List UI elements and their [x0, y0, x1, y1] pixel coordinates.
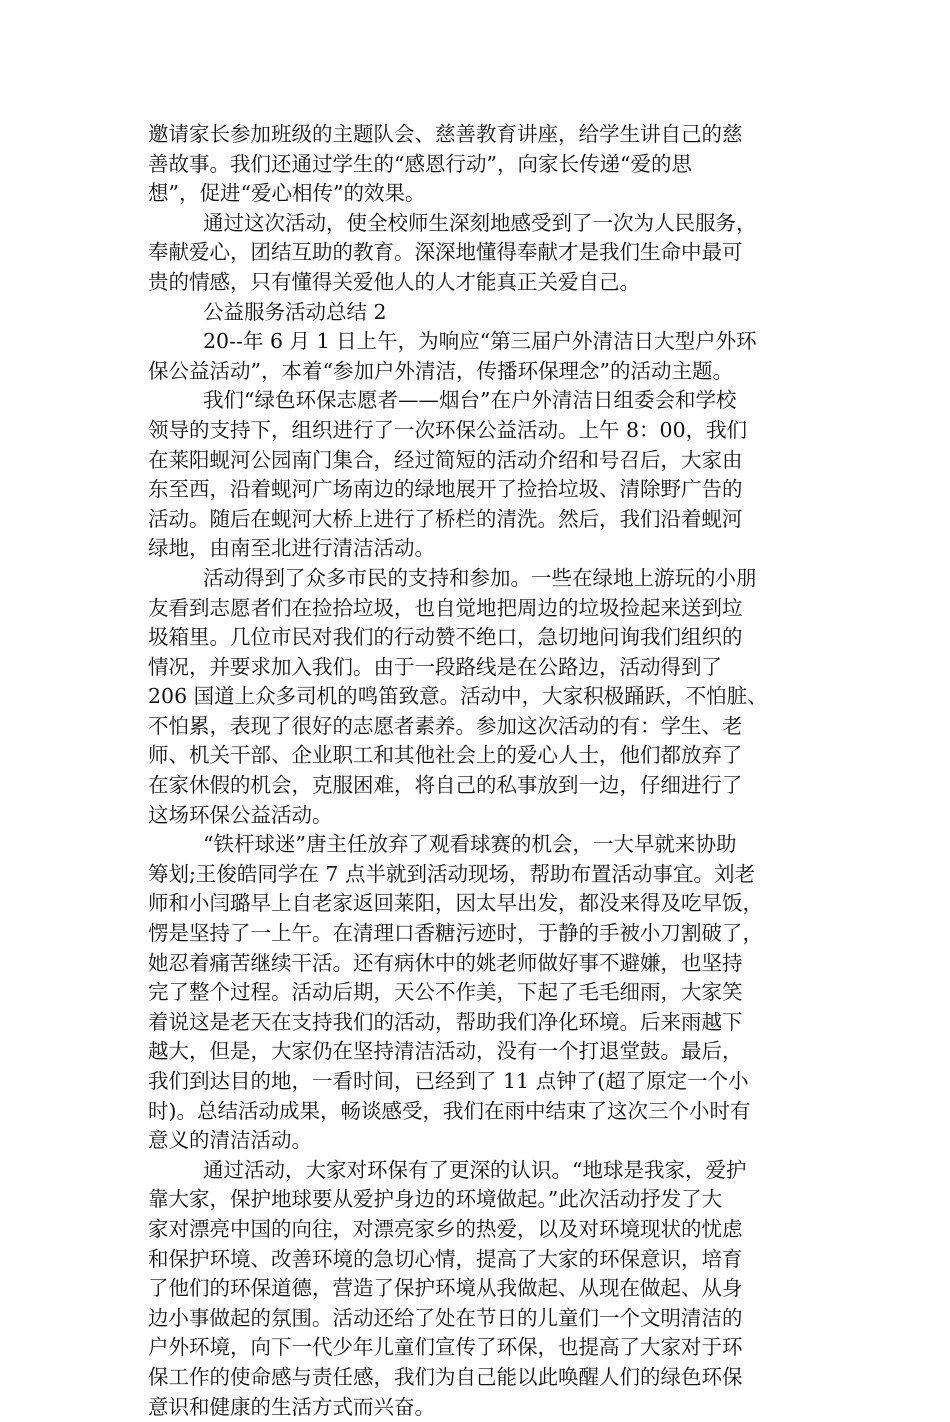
text-line: 情况，并要求加入我们。由于一段路线是在公路边，活动得到了	[148, 654, 722, 679]
text-line: 奉献爱心，团结互助的教育。深深地懂得奉献才是我们生命中最可	[148, 240, 743, 265]
text-line: 着说这是老天在支持我们的活动，帮助我们净化环境。后来雨越下	[148, 1009, 743, 1034]
text-line: 越大，但是，大家仍在坚持清洁活动，没有一个打退堂鼓。最后，	[148, 1039, 743, 1064]
text-line: 通过活动，大家对环保有了更深的认识。“地球是我家，爱护	[203, 1157, 747, 1182]
text-line: 边小事做起的氛围。活动还给了处在节日的儿童们一个文明清洁的	[148, 1305, 743, 1330]
text-line: 通过这次活动，使全校师生深刻地感受到了一次为人民服务，	[203, 210, 757, 235]
text-line: 善故事。我们还通过学生的“感恩行动”，向家长传递“爱的思	[148, 151, 692, 176]
text-line: 靠大家，保护地球要从爱护身边的环境做起。”此次活动抒发了大	[148, 1187, 723, 1212]
text-line: 邀请家长参加班级的主题队会、慈善教育讲座，给学生讲自己的慈	[148, 122, 743, 146]
text-line: 友看到志愿者们在捡拾垃圾，也自觉地把周边的垃圾捡起来送到垃	[148, 595, 743, 620]
text-line: 20--年 6 月 1 日上午，为响应“第三届户外清洁日大型户外环	[203, 329, 757, 354]
text-line: 意义的清洁活动。	[148, 1128, 312, 1153]
text-line: 家对漂亮中国的向往，对漂亮家乡的热爱，以及对环境现状的忧虑	[148, 1216, 743, 1241]
text-line: 公益服务活动总结 2	[203, 299, 387, 324]
text-line: 和保护环境、改善环境的急切心情，提高了大家的环保意识，培育	[148, 1246, 743, 1271]
text-line: 在莱阳蚬河公园南门集合，经过简短的活动介绍和号召后，大家由	[148, 447, 743, 472]
text-line: 了他们的环保道德，营造了保护环境从我做起、从现在做起、从身	[148, 1276, 743, 1301]
text-line: 筹划;王俊皓同学在 7 点半就到活动现场，帮助布置活动事宜。刘老	[148, 861, 755, 886]
text-line: 东至西，沿着蚬河广场南边的绿地展开了捡拾垃圾、清除野广告的	[148, 477, 743, 502]
text-line: 户外环境，向下一代少年儿童们宣传了环保，也提高了大家对于环	[148, 1335, 743, 1360]
text-line: 意识和健康的生活方式而兴奋。	[148, 1394, 435, 1419]
text-line: 我们到达目的地，一看时间，已经到了 11 点钟了(超了原定一个小	[148, 1069, 749, 1093]
text-line: 保公益活动”，本着“参加户外清洁，传播环保理念”的活动主题。	[148, 358, 733, 383]
text-line: 活动得到了众多市民的支持和参加。一些在绿地上游玩的小朋	[203, 565, 757, 590]
text-line: 时)。总结活动成果，畅谈感受，我们在雨中结束了这次三个小时有	[148, 1098, 751, 1123]
text-line: 保工作的使命感与责任感，我们为自己能以此唤醒人们的绿色环保	[148, 1364, 743, 1389]
text-line: 活动。随后在蚬河大桥上进行了桥栏的清洗。然后，我们沿着蚬河	[148, 506, 743, 531]
text-line: “铁杆球迷”唐主任放弃了观看球赛的机会，一大早就来协助	[203, 832, 737, 857]
text-line: 贵的情感，只有懂得关爱他人的人才能真正关爱自己。	[148, 269, 640, 294]
text-line: 不怕累，表现了很好的志愿者素养。参加这次活动的有：学生、老	[148, 713, 743, 738]
document-body	[148, 120, 808, 1422]
text-line: 师和小闫璐早上自老家返回莱阳，因太早出发，都没来得及吃早饭，	[148, 891, 763, 916]
text-line: 这场环保公益活动。	[148, 802, 333, 827]
text-line: 206 国道上众多司机的鸣笛致意。活动中，大家积极踊跃，不怕脏、	[148, 684, 768, 709]
text-line: 在家休假的机会，克服困难，将自己的私事放到一边，仔细进行了	[148, 773, 743, 798]
text-line: 圾箱里。几位市民对我们的行动赞不绝口，急切地问询我们组织的	[148, 625, 743, 650]
text-line: 她忍着痛苦继续干活。还有病休中的姚老师做好事不避嫌，也坚持	[148, 950, 743, 975]
text-line: 想”，促进“爱心相传”的效果。	[148, 181, 426, 206]
text-line: 绿地，由南至北进行清洁活动。	[148, 536, 435, 561]
text-line: 我们“绿色环保志愿者——烟台”在户外清洁日组委会和学校	[203, 388, 737, 413]
text-line: 完了整个过程。活动后期，天公不作美，下起了毛毛细雨，大家笑	[148, 980, 743, 1005]
text-line: 愣是坚持了一上午。在清理口香糖污迹时，于静的手被小刀割破了，	[148, 921, 763, 946]
text-line: 领导的支持下，组织进行了一次环保公益活动。上午 8：00，我们	[148, 417, 748, 442]
text-line: 师、机关干部、企业职工和其他社会上的爱心人士，他们都放弃了	[148, 743, 743, 768]
